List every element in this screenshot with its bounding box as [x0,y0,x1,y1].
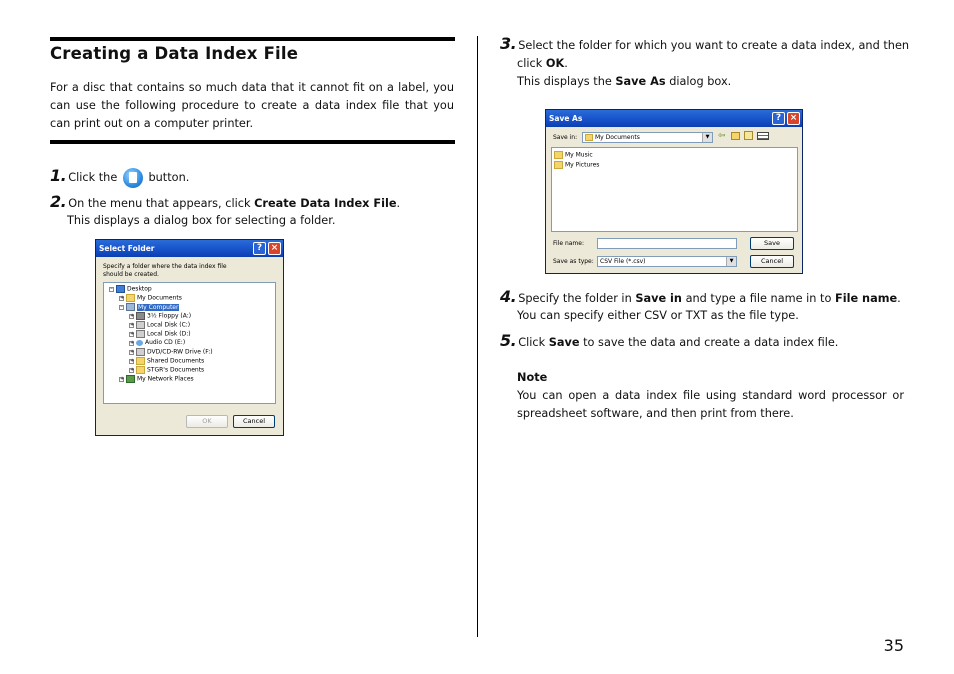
tree-expander[interactable]: + [130,322,135,328]
tree-expander[interactable]: + [120,376,125,382]
step-3-line3: This displays the Save As dialog box. [517,75,732,88]
tree-item-my-computer[interactable]: My Computer [126,303,179,312]
top-rule [50,37,455,41]
tree-item-network-places[interactable]: My Network Places [126,375,194,384]
up-folder-icon[interactable] [731,132,740,140]
tree-expander[interactable]: – [120,304,123,310]
step-1 [50,167,189,188]
tree-expander[interactable]: + [130,313,135,319]
drive-icon [136,330,145,338]
save-as-type-label: Save as type: [553,258,594,265]
save-in-combo[interactable]: My Documents ▼ [582,132,713,143]
tree-item-audio-cd[interactable]: Audio CD (E:) [136,339,185,347]
save-as-title: Save As [549,114,583,123]
floppy-icon [136,312,145,320]
dvd-drive-icon [136,348,145,356]
file-list[interactable] [551,147,798,232]
save-button[interactable]: Save [750,237,794,250]
step-1-number: 1. [50,166,67,185]
step-3 [500,35,909,55]
close-icon[interactable]: × [268,242,281,255]
page-title: Creating a Data Index File [50,44,299,63]
help-icon[interactable]: ? [772,112,785,125]
step-2-post: . [396,197,401,210]
select-folder-title: Select Folder [99,244,155,253]
step-4: 4. Specify the folder in Save in and type a file name in to File name. [500,287,901,306]
step-2-bold: Create Data Index File [254,197,397,210]
tree-expander[interactable]: – [110,286,113,292]
step-2-number: 2. [50,192,67,211]
save-as-type-combo[interactable]: CSV File (*.csv) ▼ [597,256,737,267]
step-2 [50,193,400,213]
cd-icon [136,340,143,346]
tree-item-dvd-drive[interactable]: DVD/CD-RW Drive (F:) [136,348,213,357]
note-text: You can open a data index file using standard word processor or spreadsheet software, and then print from there. [517,389,904,420]
step-1-post: button. [148,171,190,184]
step-2-pre: On the menu that appears, click [68,197,251,210]
page-number: 35 [883,636,904,655]
file-name-label: File name: [553,240,584,247]
pictures-folder-icon [554,161,563,169]
file-item-my-music[interactable]: My Music [554,151,593,160]
disc-button-icon [123,168,143,188]
chevron-down-icon: ▼ [726,257,736,266]
column-divider [477,36,478,637]
cancel-button[interactable]: Cancel [750,255,794,268]
chevron-down-icon: ▼ [702,133,712,142]
file-name-input[interactable] [597,238,737,249]
select-folder-instruction: Specify a folder where the data index file should be created. [103,263,227,278]
tree-expander[interactable]: + [130,358,135,364]
folder-tree[interactable] [103,282,276,404]
step-5-number: 5. [500,331,517,350]
intro-rule [50,140,455,144]
save-in-label: Save in: [553,134,578,141]
tree-item-floppy[interactable]: 3½ Floppy (A:) [136,312,191,321]
tree-expander[interactable]: + [130,340,135,346]
close-icon[interactable]: × [787,112,800,125]
network-icon [126,375,135,383]
file-item-my-pictures[interactable]: My Pictures [554,161,599,170]
views-menu-icon[interactable] [757,132,769,140]
intro-paragraph: For a disc that contains so much data that it cannot fit on a label, you can use the following procedure to create a data index file that you can print out on a computer printer. [50,81,454,130]
note-title: Note [517,371,548,384]
tree-item-local-disk-c[interactable]: Local Disk (C:) [136,321,190,330]
tree-expander[interactable]: + [130,331,135,337]
tree-item-my-documents[interactable]: My Documents [126,294,182,303]
computer-icon [126,303,135,311]
tree-expander[interactable]: + [130,367,135,373]
save-as-titlebar [546,110,802,127]
tree-expander[interactable]: + [120,295,125,301]
folder-icon [136,366,145,374]
back-arrow-icon[interactable]: ⇦ [718,131,726,141]
new-folder-icon[interactable] [744,131,753,140]
tree-item-shared-documents[interactable]: Shared Documents [136,357,204,366]
help-icon[interactable]: ? [253,242,266,255]
tree-item-desktop[interactable]: Desktop [116,285,152,294]
step-4-line2: You can specify either CSV or TXT as the file type. [517,309,799,322]
step-4-number: 4. [500,287,517,306]
select-folder-dialog [95,239,284,436]
cancel-button[interactable]: Cancel [233,415,275,428]
drive-icon [136,321,145,329]
folder-icon [585,134,593,141]
folder-icon [136,357,145,365]
folder-icon [126,294,135,302]
step-2-line2: This displays a dialog box for selecting a folder. [67,214,336,227]
step-3-line1: Select the folder for which you want to create a data index, and then [518,39,910,52]
step-3-number: 3. [500,34,517,53]
tree-item-user-documents[interactable]: STGR's Documents [136,366,204,375]
step-3-line2: click OK. [517,57,568,70]
step-5: 5. Click Save to save the data and create a data index file. [500,331,839,350]
step-1-pre: Click the [68,171,118,184]
save-as-dialog [545,109,803,274]
ok-button[interactable]: OK [186,415,228,428]
music-folder-icon [554,151,563,159]
tree-item-local-disk-d[interactable]: Local Disk (D:) [136,330,191,339]
tree-expander[interactable]: + [130,349,135,355]
desktop-icon [116,285,125,293]
